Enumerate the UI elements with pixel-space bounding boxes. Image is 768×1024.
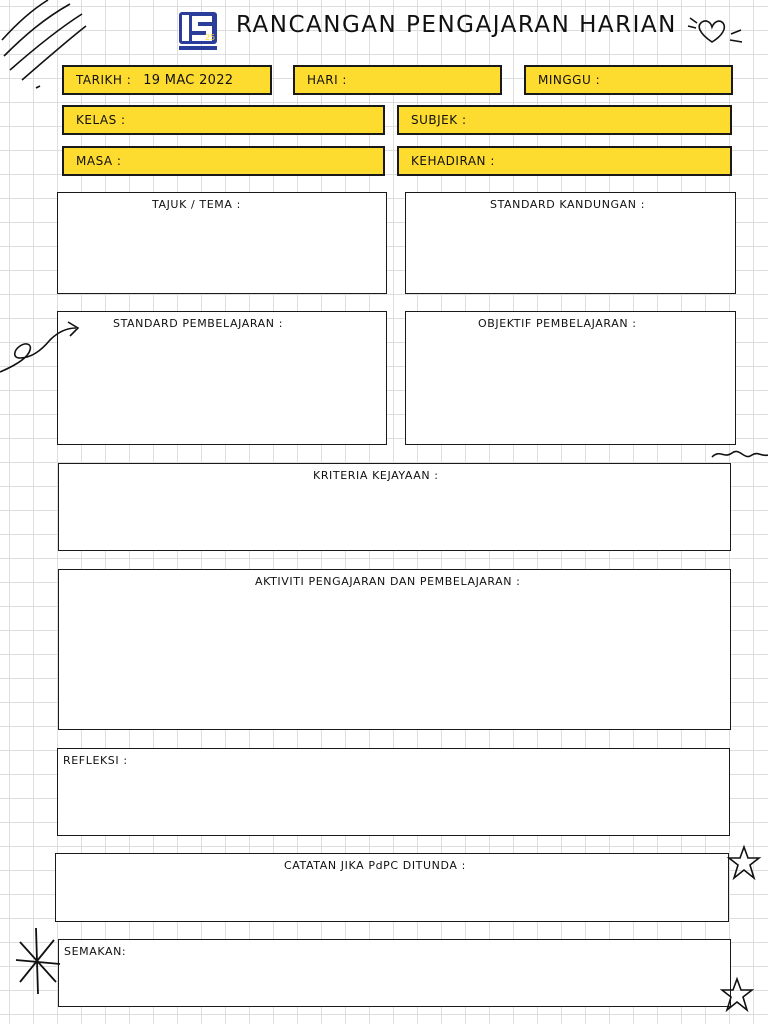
tarikh-label: TARIKH : <box>76 73 132 87</box>
refleksi-box[interactable] <box>57 748 730 836</box>
kriteria-label: KRITERIA KEJAYAAN : <box>313 469 439 482</box>
tajuk-box[interactable] <box>57 192 387 294</box>
subjek-label: SUBJEK : <box>411 113 467 127</box>
refleksi-label: REFLEKSI : <box>63 754 128 767</box>
heart-icon <box>686 10 748 52</box>
school-logo <box>178 10 218 52</box>
semakan-box[interactable] <box>58 939 731 1007</box>
star-icon <box>720 977 754 1013</box>
aktiviti-box[interactable] <box>58 569 731 730</box>
asterisk-icon <box>14 926 62 996</box>
star-icon <box>727 845 761 881</box>
catatan-label: CATATAN JIKA PdPC DITUNDA : <box>284 859 466 872</box>
tarikh-field[interactable] <box>62 65 272 95</box>
standard-pembelajaran-label: STANDARD PEMBELAJARAN : <box>113 317 284 330</box>
hari-field[interactable] <box>293 65 502 95</box>
standard-kandungan-box[interactable] <box>405 192 736 294</box>
standard-pembelajaran-box[interactable] <box>57 311 387 445</box>
semakan-label: SEMAKAN: <box>64 945 127 958</box>
kehadiran-field[interactable] <box>397 146 732 176</box>
objektif-label: OBJEKTIF PEMBELAJARAN : <box>478 317 637 330</box>
subjek-field[interactable] <box>397 105 732 135</box>
tarikh-value: 19 MAC 2022 <box>143 72 234 88</box>
catatan-box[interactable] <box>55 853 729 922</box>
hari-label: HARI : <box>307 73 347 87</box>
tajuk-label: TAJUK / TEMA : <box>152 198 241 211</box>
masa-field[interactable] <box>62 146 385 176</box>
masa-label: MASA : <box>76 154 122 168</box>
spiral-arrow-icon <box>0 318 84 378</box>
page-title: RANCANGAN PENGAJARAN HARIAN <box>236 12 677 38</box>
kehadiran-label: KEHADIRAN : <box>411 154 495 168</box>
logo-icon <box>178 10 218 52</box>
standard-kandungan-label: STANDARD KANDUNGAN : <box>490 198 646 211</box>
objektif-box[interactable] <box>405 311 736 445</box>
minggu-field[interactable] <box>524 65 733 95</box>
wave-scribble <box>710 445 768 465</box>
minggu-label: MINGGU : <box>538 73 601 87</box>
aktiviti-label: AKTIVITI PENGAJARAN DAN PEMBELAJARAN : <box>255 575 521 588</box>
kriteria-box[interactable] <box>58 463 731 551</box>
logo-text: 25 <box>205 33 216 42</box>
kelas-label: KELAS : <box>76 113 126 127</box>
kelas-field[interactable] <box>62 105 385 135</box>
